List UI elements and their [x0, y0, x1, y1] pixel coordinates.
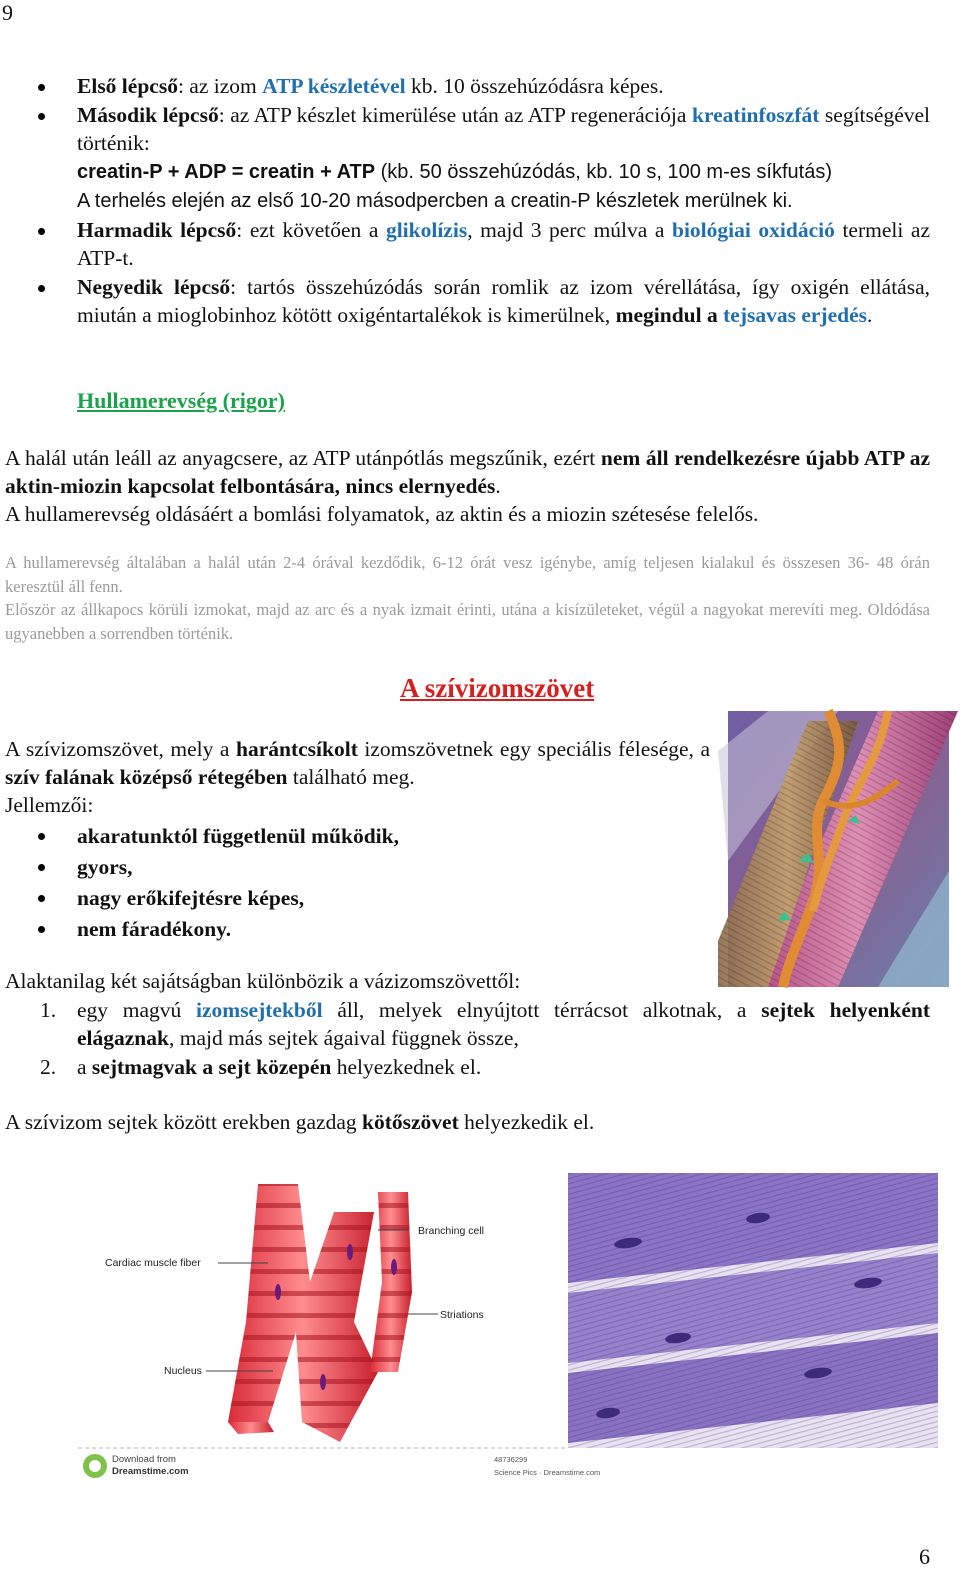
label-nucleus: Nucleus	[164, 1365, 202, 1377]
page-number-top: 9	[2, 0, 13, 25]
differences-intro: Alaktanilag két sajátságban különbözik a vázizomszövettől:	[5, 969, 521, 993]
differences-list	[0, 996, 930, 1082]
list-item: gyors,	[0, 852, 710, 882]
image-id: 48736299	[494, 1455, 528, 1464]
download-text-1: Download from	[112, 1454, 176, 1465]
label-branching-cell: Branching cell	[418, 1225, 484, 1237]
features-label: Jellemzői:	[5, 793, 94, 817]
bullet-icon	[38, 895, 45, 902]
image-credit: Science Pics · Dreamstime.com	[494, 1468, 601, 1477]
list-item: 1. egy magvú izomsejtekből áll, melyek elnyújtott térrácsot alkotnak, a sejtek helyenként elágaznak, majd más sejtek ágaival függnek össze,	[40, 998, 930, 1050]
cardiac-fiber-diagram	[78, 1172, 601, 1490]
label-striations: Striations	[440, 1309, 484, 1321]
page-number-bottom: 6	[919, 1544, 930, 1569]
formula: creatin-P + ADP = creatin + ATP	[77, 161, 376, 183]
connective-tissue-text: A szívizom sejtek között erekben gazdag kötőszövet helyezkedik el.	[5, 1110, 595, 1134]
label-cardiac-fiber: Cardiac muscle fiber	[105, 1257, 201, 1269]
highlight-term: kreatinfoszfát	[692, 103, 820, 127]
bullet-icon	[38, 864, 45, 871]
rigor-heading: Hullamerevség (rigor)	[77, 388, 285, 413]
list-item: Második lépcső: az ATP készlet kimerülése után az ATP regenerációja kreatinfoszfát segítségével történik: creatin-P + ADP = creatin + ATP (kb. 50 összehúzódás, kb. 10 s, 100 m-es síkfutás) A terhelés elején az első 10-20 másodpercben a creatin-P készletek merülnek ki.	[0, 101, 930, 215]
features-list	[0, 821, 710, 945]
list-item: Negyedik lépcső: tartós összehúzódás során romlik az izom vérellátása, így oxigén ellátása, miután a mioglobinhoz kötött oxigéntartalékok is kimerülnek, megindul a tejsavas erjedés.	[0, 273, 930, 329]
bullet-icon	[38, 833, 45, 840]
heart-heading: A szívizomszövet	[400, 673, 595, 703]
energy-steps-list	[0, 72, 930, 330]
highlight-term: ATP készletével	[262, 74, 406, 98]
cardiac-fiber-micrograph	[728, 711, 949, 987]
list-item: Harmadik lépcső: ezt követően a glikolízis, majd 3 perc múlva a biológiai oxidáció termeli az ATP-t.	[0, 216, 930, 272]
list-item: Első lépcső: az izom ATP készletével kb. 10 összehúzódásra képes.	[0, 72, 930, 100]
download-text-2: Dreamstime.com	[112, 1466, 189, 1477]
rigor-note: A hullamerevség általában a halál után 2-4 órával kezdődik, 6-12 órát vesz igénybe, amíg teljesen kialakul és összesen 36- 48 órán keresztül áll fenn. Először az állkapocs körüli izmokat, majd az arc és a nyak izmait érinti, utána a kisízületeket, végül a nagyokat merevíti meg. Oldódása ugyanebben a sorrendben történik.	[5, 553, 930, 643]
bullet-icon	[38, 84, 45, 91]
cardiac-histology-micrograph	[568, 1173, 938, 1448]
bullet-icon	[38, 113, 45, 120]
highlight-term: glikolízis	[385, 218, 468, 242]
bullet-icon	[38, 228, 45, 235]
highlight-term: tejsavas erjedés	[723, 303, 868, 327]
heart-intro: A szívizomszövet, mely a harántcsíkolt izomszövetnek egy speciális félesége, a szív falának középső rétegében található meg. Jellemzői:	[5, 737, 711, 817]
highlight-term: izomsejtekből	[196, 998, 323, 1022]
list-item: 2. a sejtmagvak a sejt közepén helyezkednek el.	[40, 1055, 482, 1079]
bullet-icon	[38, 285, 45, 292]
list-item: nem fáradékony.	[0, 914, 710, 944]
bullet-icon	[38, 926, 45, 933]
list-item: nagy erőkifejtésre képes,	[0, 883, 710, 913]
highlight-term: biológiai oxidáció	[672, 218, 835, 242]
rigor-paragraph: A halál után leáll az anyagcsere, az ATP utánpótlás megszűnik, ezért nem áll rendelkezésre újabb ATP az aktin-miozin kapcsolat felbontására, nincs elernyedés. A hullamerevség oldásáért a bomlási folyamatok, az aktin és a miozin szétesése felelős.	[5, 446, 930, 526]
list-item: akaratunktól függetlenül működik,	[0, 821, 710, 851]
